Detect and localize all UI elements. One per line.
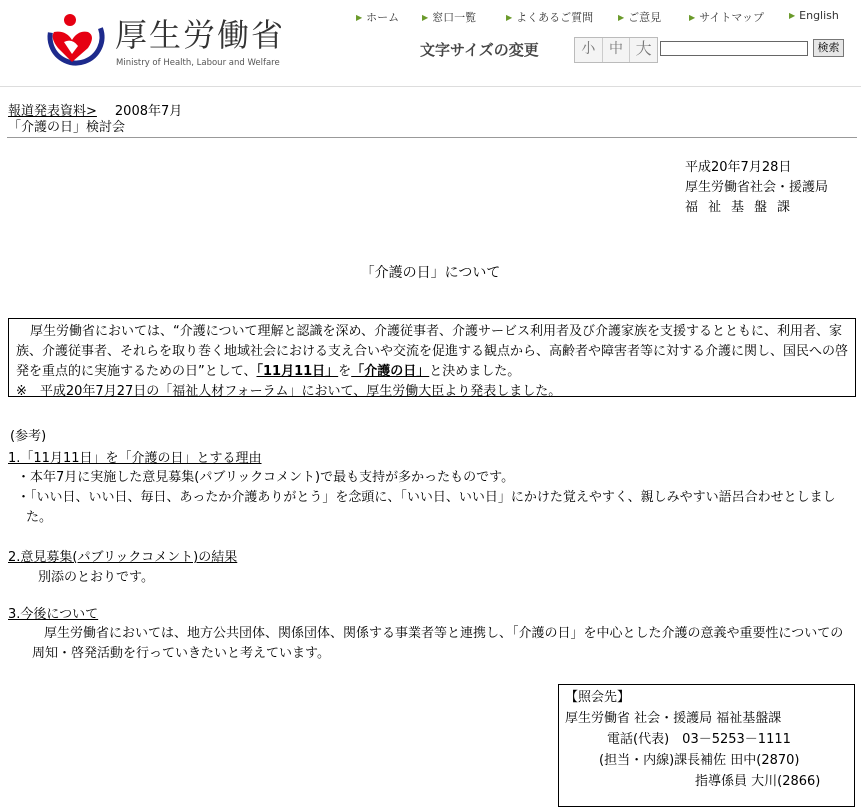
breadcrumb-date: 2008年7月 — [114, 104, 183, 119]
top-navigation — [356, 9, 856, 23]
page-title: 「介護の日」について — [360, 265, 501, 281]
nav-english-link[interactable]: ▶ English — [789, 9, 839, 22]
reference-heading: (参考) — [10, 429, 47, 444]
issuer-division: 福祉基盤課 — [685, 200, 801, 215]
section-2-title: 2.意見募集(パブリックコメント)の結果 — [8, 550, 238, 565]
contact-phone-number: 03－5253－1111 — [682, 732, 791, 747]
section-2 — [8, 549, 853, 589]
arrow-icon: ▶ — [356, 13, 363, 22]
highlight-date: 「11月11日」 — [256, 364, 339, 379]
issuer-bureau: 厚生労働省社会・援護局 — [685, 180, 829, 195]
contact-heading: 【照会先】 — [565, 690, 631, 705]
announcement-box — [8, 318, 856, 397]
breadcrumb-subtitle: 「介護の日」検討会 — [8, 120, 126, 135]
section-1 — [8, 450, 853, 528]
arrow-icon: ▶ — [422, 13, 429, 22]
nav-faq-link[interactable]: ▶ よくあるご質問 — [506, 11, 594, 24]
issue-date: 平成20年7月28日 — [685, 160, 792, 175]
site-header — [0, 0, 861, 84]
section-3-title: 3.今後について — [8, 607, 99, 622]
contact-ext-2: 指導係員 大川(2866) — [695, 774, 821, 789]
contact-box — [558, 684, 855, 807]
nav-opinion-link[interactable]: ▶ ご意見 — [618, 11, 662, 24]
nav-contacts-link[interactable]: ▶ 窓口一覧 — [422, 11, 477, 24]
section-1-bullet-1: ・本年7月に実施した意見募集(パブリックコメント)で最も支持が多かったものです。 — [17, 470, 515, 485]
font-size-medium-button[interactable]: 中 — [603, 38, 631, 62]
breadcrumb — [8, 104, 182, 120]
font-size-switcher — [574, 37, 658, 63]
breadcrumb-divider — [7, 137, 857, 138]
search-input[interactable] — [660, 41, 808, 56]
contact-ext-1: (担当・内線)課長補佐 田中(2870) — [599, 753, 800, 768]
nav-home-link[interactable]: ▶ ホーム — [356, 11, 400, 24]
font-size-label: 文字サイズの変更 — [420, 41, 539, 59]
ministry-logo-icon[interactable] — [44, 6, 110, 68]
search-button[interactable]: 検索 — [813, 39, 844, 57]
header-divider — [0, 86, 861, 87]
section-3-text: 厚生労働省においては、地方公共団体、関係団体、関係する事業者等と連携し、「介護の日」を中心とした介護の意義や重要性についての周知・啓発活動を行っていきたいと考えています。 — [32, 626, 844, 661]
arrow-icon: ▶ — [618, 13, 625, 22]
issuer-block — [685, 158, 828, 218]
highlight-name: 「介護の日」 — [351, 364, 430, 379]
section-1-title: 1.「11月11日」を「介護の日」とする理由 — [8, 451, 262, 466]
org-name: 厚生労働省 — [115, 16, 286, 54]
section-1-bullet-2: ・「いい日、いい日、毎日、あったか介護ありがとう」を念頭に、「いい日、いい日」にかけた覚えやすく、親しみやすい語呂合わせとしました。 — [17, 490, 836, 525]
org-name-en: Ministry of Health, Labour and Welfare — [116, 58, 280, 68]
font-size-large-button[interactable]: 大 — [635, 39, 652, 58]
arrow-icon: ▶ — [789, 11, 796, 20]
arrow-icon: ▶ — [689, 13, 696, 22]
nav-sitemap-link[interactable]: ▶ サイトマップ — [689, 11, 764, 24]
font-size-small-button[interactable]: 小 — [575, 38, 603, 62]
breadcrumb-press-link[interactable]: 報道発表資料> — [8, 104, 97, 119]
arrow-icon: ▶ — [506, 13, 513, 22]
contact-phone: 電話(代表) 03－5253－1111 — [607, 732, 791, 747]
section-2-text: 別添のとおりです。 — [38, 570, 154, 585]
announcement-text: 厚生労働省においては、“介護について理解と認識を深め、介護従事者、介護サービス利用者及び介護家族を支援するとともに、利用者、家族、介護従事者、それらを取り巻く地域社会における支え合いや交流を促進する観点から、高齢者や障害者等に対する介護に関し、国民への啓発を重点的に実施するための日”として、「11月11日」を「介護の日」と決めました。 — [16, 324, 849, 379]
contact-dept: 厚生労働省 社会・援護局 福祉基盤課 — [565, 711, 782, 726]
announcement-note: ※ 平成20年7月27日の「福祉人材フォーラム」において、厚生労働大臣より発表しました。 — [16, 384, 562, 399]
section-3 — [8, 606, 853, 664]
